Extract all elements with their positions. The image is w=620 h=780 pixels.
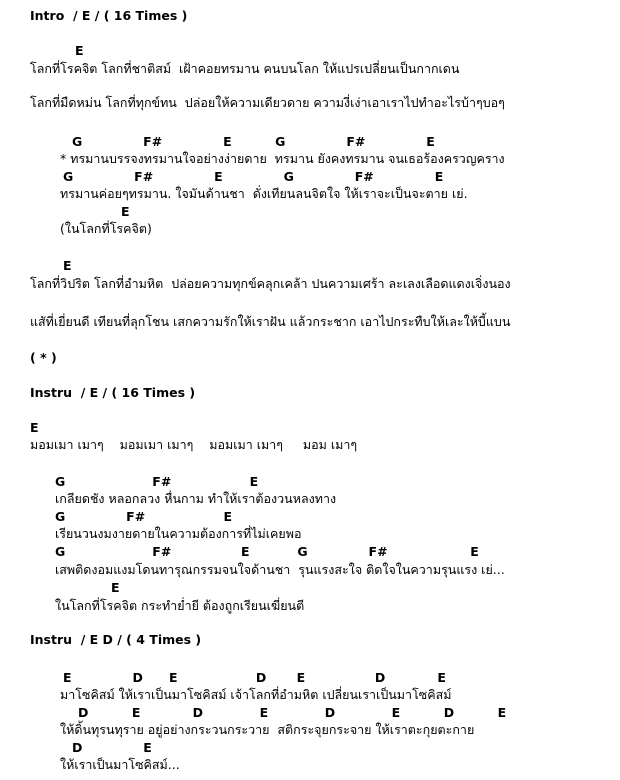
lyric-line: ให้ดิ้นทุรนทุราย อยู่อย่างกระวนกระวาย สติกระจุยกระจาย ให้เราตะกุยตะกาย [60,722,475,737]
lyric-line: โลกที่โรคจิต โลกที่ชาติสม์ เฝ้าคอยทรมาน คนบนโลก ให้แปรเปลี่ยนเป็นกากเดน [30,61,460,76]
lyric-line: โลกที่วิปริต โลกที่อำมหิต ปล่อยความทุกข์คลุกเคล้า ปนความเศร้า ละเลงเลือดแดงเจิ่งนอง [30,276,511,291]
chord-line: D E [72,740,152,755]
lyric-line: ให้เราเป็นมาโซคิสม์... [60,757,180,772]
lyric-line: เรียนวนงมงายดายในความต้องการที่ไม่เคยพอ [55,526,302,541]
lyric-line: มอมเมา เมาๆ มอมเมา เมาๆ มอมเมา เมาๆ มอม เมาๆ [30,437,358,452]
chord-line: G F# E G F# E [55,544,479,559]
lyric-line: มาโซคิสม์ ให้เราเป็นมาโซคิสม์ เจ้าโลกที่อำมหิต เปลี่ยนเราเป็นมาโซคิสม์ [60,687,452,702]
chorus-reference: ( * ) [30,350,57,365]
lyric-line: โลกที่มืดหม่น โลกที่ทุกข์ทน ปล่อยให้ความเดียวดาย ความงี่เง่าเอาเราไปทำอะไรบ้าๆบอๆ [30,95,505,110]
lyric-line: ทรมานค่อยๆทรมาน. ใจมันด้านชา ดั่งเทียนลนจิตใจ ให้เราจะเป็นจะตาย เย่. [60,186,468,201]
chord-line: G F# E G F# E [72,134,435,149]
lyric-line: แสัที่เยี่ยนดี เทียนที่ลุกโชน เสกความรักให้เราฝัน แล้วกระชาก เอาไปกระทืบให้เละให้บี้แบน [30,314,511,329]
lyric-line: ในโลกที่โรคจิต กระทำย่ำยี ต้องถูกเรียนเฆี่ยนตี [55,598,305,613]
lyric-line: * ทรมานบรรจงทรมานใจอย่างง่ายดาย ทรมาน ยังคงทรมาน จนเธอร้องครวญคราง [60,151,505,166]
chord-line: E D E D E D E [63,670,446,685]
chord-line: E [111,580,120,595]
lyric-line: (ในโลกที่โรคจิต) [60,221,152,236]
chord-line: D E D E D E D E [78,705,507,720]
instru-heading: Instru / E D / ( 4 Times ) [30,632,202,647]
chord-line: E [121,204,130,219]
chord-line: G F# E G F# E [63,169,444,184]
chord-line: E [63,258,72,273]
lyric-line: เสพติดงอมแงมโดนทารุณกรรมจนใจด้านชา รุนแรงสะใจ ติดใจในความรุนแรง เย่... [55,562,505,577]
lyric-line: เกลียดชัง หลอกลวง หื่นกาม ทำให้เราต้องวนหลงทาง [55,491,337,506]
chord-line: G F# E [55,474,259,489]
instru-heading: Instru / E / ( 16 Times ) [30,385,196,400]
chord-line: E [30,420,39,435]
intro-heading: Intro / E / ( 16 Times ) [30,8,188,23]
chord-line: E [75,43,84,58]
chord-line: G F# E [55,509,233,524]
